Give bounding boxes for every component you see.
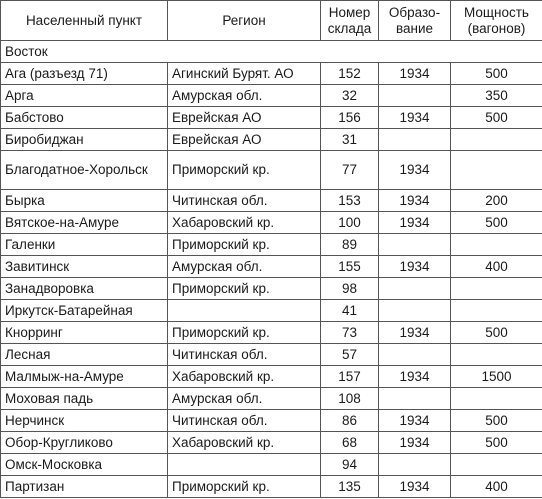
cell-founded: 1934 <box>379 190 451 212</box>
table-row <box>1 63 542 85</box>
cell-place: Занадворовка <box>1 278 168 300</box>
cell-place: Завитинск <box>1 256 168 278</box>
cell-capacity: 500 <box>451 107 542 129</box>
section-row <box>1 41 542 63</box>
cell-region: Приморский кр. <box>168 278 321 300</box>
cell-place: Биробиджан <box>1 129 168 151</box>
table-row <box>1 256 542 278</box>
table-row <box>1 476 542 498</box>
cell-place: Галенки <box>1 234 168 256</box>
cell-number: 89 <box>321 234 379 256</box>
cell-capacity: 500 <box>451 212 542 234</box>
cell-capacity: 400 <box>451 256 542 278</box>
cell-place: Лесная <box>1 344 168 366</box>
cell-region: Приморский кр. <box>168 151 321 190</box>
cell-place: Омск-Московка <box>1 454 168 476</box>
cell-place: Малмыж-на-Амуре <box>1 366 168 388</box>
cell-capacity <box>451 129 542 151</box>
cell-capacity: 1500 <box>451 366 542 388</box>
cell-number: 41 <box>321 300 379 322</box>
cell-number: 152 <box>321 63 379 85</box>
cell-number: 157 <box>321 366 379 388</box>
cell-capacity <box>451 234 542 256</box>
cell-place: Нерчинск <box>1 410 168 432</box>
table-row <box>1 410 542 432</box>
cell-capacity <box>451 454 542 476</box>
cell-place: Арга <box>1 85 168 107</box>
cell-founded <box>379 300 451 322</box>
table-row <box>1 129 542 151</box>
cell-region <box>168 454 321 476</box>
cell-place: Вятское-на-Амуре <box>1 212 168 234</box>
cell-place: Ага (разъезд 71) <box>1 63 168 85</box>
cell-region: Хабаровский кр. <box>168 432 321 454</box>
table-row <box>1 432 542 454</box>
table-row <box>1 85 542 107</box>
cell-number: 31 <box>321 129 379 151</box>
cell-number: 100 <box>321 212 379 234</box>
cell-capacity <box>451 344 542 366</box>
cell-region: Читинская обл. <box>168 190 321 212</box>
cell-founded <box>379 344 451 366</box>
cell-place: Бабстово <box>1 107 168 129</box>
cell-founded <box>379 454 451 476</box>
cell-region: Агинский Бурят. АО <box>168 63 321 85</box>
col-header-capacity: Мощность (вагонов) <box>451 1 542 41</box>
table-row <box>1 300 542 322</box>
table-row <box>1 234 542 256</box>
cell-region: Приморский кр. <box>168 476 321 498</box>
cell-capacity: 350 <box>451 85 542 107</box>
cell-founded: 1934 <box>379 212 451 234</box>
table-row <box>1 151 542 190</box>
cell-founded: 1934 <box>379 322 451 344</box>
table-row <box>1 107 542 129</box>
cell-founded <box>379 234 451 256</box>
table-row <box>1 454 542 476</box>
cell-founded: 1934 <box>379 410 451 432</box>
cell-place: Бырка <box>1 190 168 212</box>
cell-capacity <box>451 388 542 410</box>
cell-place: Благодатное-Хорольск <box>1 151 168 190</box>
cell-place: Моховая падь <box>1 388 168 410</box>
table-row <box>1 388 542 410</box>
cell-number: 153 <box>321 190 379 212</box>
cell-number: 155 <box>321 256 379 278</box>
cell-capacity: 500 <box>451 63 542 85</box>
cell-number: 73 <box>321 322 379 344</box>
cell-capacity <box>451 300 542 322</box>
cell-region: Амурская обл. <box>168 388 321 410</box>
header-row <box>1 1 542 41</box>
cell-region: Приморский кр. <box>168 234 321 256</box>
cell-place: Обор-Кругликово <box>1 432 168 454</box>
cell-number: 57 <box>321 344 379 366</box>
cell-capacity <box>451 151 542 190</box>
cell-region: Читинская обл. <box>168 344 321 366</box>
cell-number: 135 <box>321 476 379 498</box>
cell-region: Амурская обл. <box>168 256 321 278</box>
cell-number: 98 <box>321 278 379 300</box>
cell-number: 94 <box>321 454 379 476</box>
cell-founded: 1934 <box>379 476 451 498</box>
cell-founded: 1934 <box>379 107 451 129</box>
cell-founded: 1934 <box>379 256 451 278</box>
cell-founded: 1934 <box>379 63 451 85</box>
cell-place: Кнорринг <box>1 322 168 344</box>
col-header-region: Регион <box>168 1 321 41</box>
cell-region: Приморский кр. <box>168 322 321 344</box>
cell-region <box>168 300 321 322</box>
cell-number: 32 <box>321 85 379 107</box>
cell-founded: 1934 <box>379 366 451 388</box>
cell-region: Читинская обл. <box>168 410 321 432</box>
table-row <box>1 278 542 300</box>
cell-region: Хабаровский кр. <box>168 212 321 234</box>
cell-founded <box>379 388 451 410</box>
cell-place: Партизан <box>1 476 168 498</box>
table-row <box>1 322 542 344</box>
cell-capacity: 200 <box>451 190 542 212</box>
cell-number: 86 <box>321 410 379 432</box>
cell-capacity: 500 <box>451 322 542 344</box>
cell-capacity <box>451 278 542 300</box>
cell-number: 77 <box>321 151 379 190</box>
cell-place: Иркутск-Батарейная <box>1 300 168 322</box>
table-row <box>1 344 542 366</box>
cell-founded: 1934 <box>379 151 451 190</box>
cell-number: 156 <box>321 107 379 129</box>
cell-founded <box>379 85 451 107</box>
col-header-number: Номер склада <box>321 1 379 41</box>
cell-region: Еврейская АО <box>168 107 321 129</box>
table-row <box>1 190 542 212</box>
cell-capacity: 500 <box>451 432 542 454</box>
cell-number: 108 <box>321 388 379 410</box>
table-row <box>1 366 542 388</box>
col-header-founded: Образо-вание <box>379 1 451 41</box>
cell-founded <box>379 278 451 300</box>
cell-region: Амурская обл. <box>168 85 321 107</box>
cell-number: 68 <box>321 432 379 454</box>
cell-founded: 1934 <box>379 432 451 454</box>
cell-founded <box>379 129 451 151</box>
cell-region: Еврейская АО <box>168 129 321 151</box>
cell-region: Хабаровский кр. <box>168 366 321 388</box>
cell-capacity: 400 <box>451 476 542 498</box>
table-row <box>1 212 542 234</box>
cell-capacity: 500 <box>451 410 542 432</box>
col-header-place: Населенный пункт <box>1 1 168 41</box>
section-label: Восток <box>1 41 542 63</box>
